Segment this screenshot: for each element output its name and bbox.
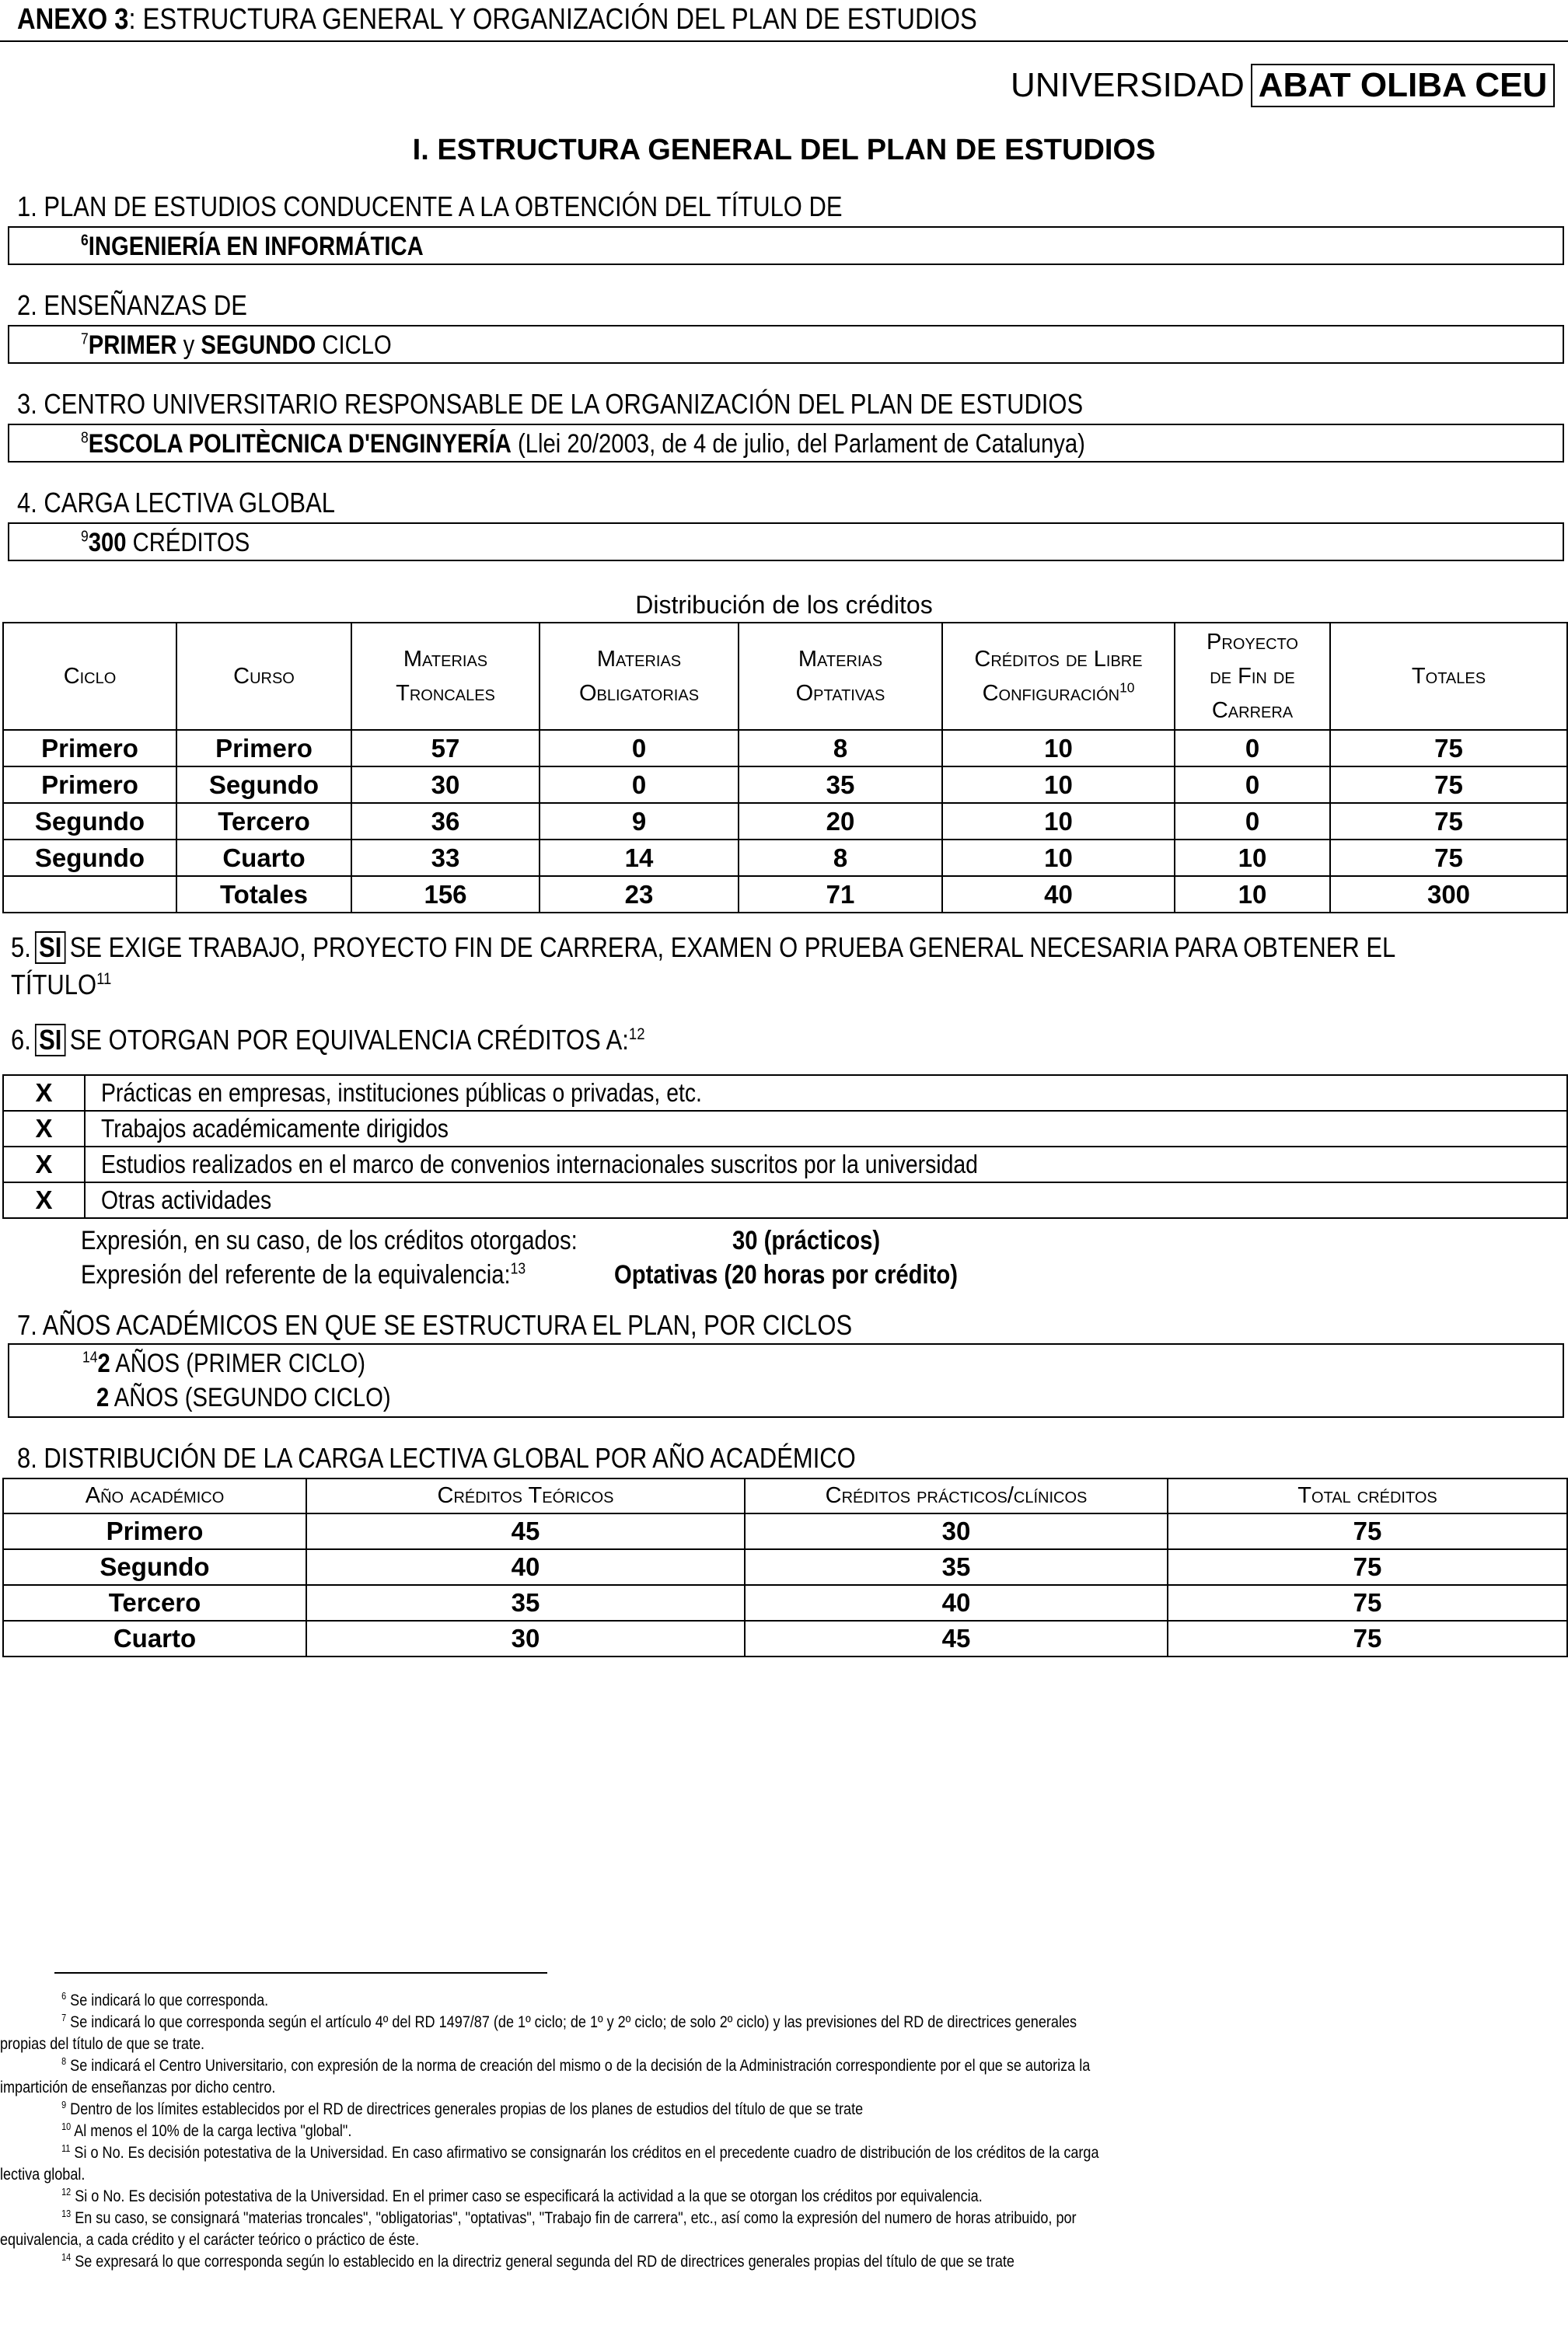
annual-cell: 40 bbox=[745, 1585, 1168, 1621]
credits-row bbox=[3, 803, 1567, 840]
s1-box bbox=[8, 226, 1564, 265]
credits-cell: 0 bbox=[540, 766, 739, 803]
s7-box bbox=[8, 1343, 1564, 1418]
header-troncales: Materias Troncales bbox=[351, 623, 540, 730]
credits-cell: Segundo bbox=[3, 840, 176, 876]
credits-cell: 71 bbox=[739, 876, 942, 913]
annual-cell: 45 bbox=[745, 1621, 1168, 1657]
s6-number: 6. bbox=[11, 1024, 31, 1056]
credits-cell: 10 bbox=[942, 840, 1175, 876]
s3-value: $^8$ESCOLA POLITÈCNICA D'ENGINYERÍA (Llei 20/2003, de 4 de julio, del Parlament de Catalunya) bbox=[81, 429, 1085, 459]
credits-cell: 0 bbox=[1175, 803, 1330, 840]
university-label: UNIVERSIDAD bbox=[1011, 66, 1245, 104]
equivalence-label: Estudios realizados en el marco de convenios internacionales suscritos por la universidad bbox=[85, 1147, 1567, 1182]
credits-cell: 20 bbox=[739, 803, 942, 840]
s6-expr2: Expresión del referente de la equivalencia:$^{13}$ bbox=[81, 1260, 526, 1290]
annex-header bbox=[17, 0, 977, 39]
s6-heading: 6. SI SE OTORGAN POR EQUIVALENCIA CRÉDITOS A:$^{12}$ bbox=[11, 1024, 645, 1056]
credits-cell: 40 bbox=[942, 876, 1175, 913]
credits-row bbox=[3, 840, 1567, 876]
credits-cell: 10 bbox=[942, 766, 1175, 803]
footnote: $^{10}$ Al menos el 10% de la carga lectiva "global". bbox=[61, 2121, 352, 2140]
equivalence-mark: X bbox=[3, 1147, 85, 1182]
footnote: $^7$ Se indicará lo que corresponda según el artículo 4º del RD 1497/87 (de 1º ciclo; de 1º y 2º ciclo; de solo 2º ciclo) y las previsiones del RD de directrices generales propias del título de que se trate. bbox=[0, 2013, 1077, 2053]
header-curso: Curso bbox=[176, 623, 351, 730]
footnote: $^8$ Se indicará el Centro Universitario, con expresión de la norma de creación del mismo o de la decisión de la Administración correspondiente por el que se autoriza la impartición de enseñanzas por dicho centro. bbox=[0, 2056, 1091, 2096]
credits-cell: 0 bbox=[540, 730, 739, 766]
footnote: $^{13}$ En su caso, se consignará "materias troncales", "obligatorias", "optativas", "Trabajo fin de carrera", etc., así como la expresión del numero de horas atribuido, por equivalencia, a cada crédito y el carácter teórico o práctico de éste. bbox=[0, 2208, 1077, 2249]
s3-heading: 3. CENTRO UNIVERSITARIO RESPONSABLE DE LA ORGANIZACIÓN DEL PLAN DE ESTUDIOS bbox=[17, 388, 1084, 420]
credits-cell: 14 bbox=[540, 840, 739, 876]
s4-box bbox=[8, 522, 1564, 561]
credits-cell: 10 bbox=[1175, 876, 1330, 913]
credits-row bbox=[3, 876, 1567, 913]
credits-cell: Segundo bbox=[176, 766, 351, 803]
annual-cell: 75 bbox=[1168, 1621, 1567, 1657]
equivalence-row bbox=[3, 1182, 1567, 1218]
annual-cell: Segundo bbox=[3, 1549, 306, 1585]
credits-cell: 75 bbox=[1330, 840, 1567, 876]
annual-row bbox=[3, 1621, 1567, 1657]
credits-cell: 0 bbox=[1175, 730, 1330, 766]
credits-cell: Primero bbox=[176, 730, 351, 766]
s7-line2: 2 AÑOS (SEGUNDO CICLO) bbox=[96, 1383, 391, 1412]
header-practicos: Créditos prácticos/clínicos bbox=[745, 1478, 1168, 1513]
credits-cell: 75 bbox=[1330, 803, 1567, 840]
annual-cell: 75 bbox=[1168, 1513, 1567, 1549]
credits-cell: 36 bbox=[351, 803, 540, 840]
expr1-label: Expresión, en su caso, de los créditos otorgados: bbox=[81, 1226, 578, 1255]
credits-cell: 8 bbox=[739, 840, 942, 876]
annual-row bbox=[3, 1549, 1567, 1585]
equivalence-label: Prácticas en empresas, instituciones públicas o privadas, etc. bbox=[85, 1075, 1567, 1111]
credits-cell: 156 bbox=[351, 876, 540, 913]
annual-row bbox=[3, 1513, 1567, 1549]
equivalence-row bbox=[3, 1075, 1567, 1111]
header-totales: Totales bbox=[1330, 623, 1567, 730]
credits-cell: Primero bbox=[3, 730, 176, 766]
annual-cell: 75 bbox=[1168, 1585, 1567, 1621]
s6-text: SE OTORGAN POR EQUIVALENCIA CRÉDITOS A: bbox=[69, 1024, 629, 1056]
footnote: $^{11}$ Si o No. Es decisión potestativa de la Universidad. En caso afirmativo se consignarán los créditos en el precedente cuadro de distribución de los créditos de la carga lectiva global. bbox=[0, 2143, 1099, 2184]
credits-cell: 75 bbox=[1330, 766, 1567, 803]
annual-cell: 45 bbox=[306, 1513, 745, 1549]
header-teoricos: Créditos Teóricos bbox=[306, 1478, 745, 1513]
s2-value: $^7$PRIMER y SEGUNDO CICLO bbox=[81, 330, 392, 360]
credits-cell: 10 bbox=[942, 803, 1175, 840]
equivalence-mark: X bbox=[3, 1111, 85, 1147]
s7-line1: $^{14}$2 AÑOS (PRIMER CICLO) bbox=[82, 1349, 365, 1378]
annual-cell: 75 bbox=[1168, 1549, 1567, 1585]
expr1-value: 30 (prácticos) bbox=[732, 1226, 881, 1255]
credits-cell bbox=[3, 876, 176, 913]
header-obligatorias: Materias Obligatorias bbox=[540, 623, 739, 730]
footnote: $^9$ Dentro de los límites establecidos por el RD de directrices generales propias de los planes de estudios del título de que se trate bbox=[61, 2100, 864, 2118]
s5-text: SE EXIGE TRABAJO, PROYECTO FIN DE CARRERA, EXAMEN O PRUEBA GENERAL NECESARIA PARA OBTENER EL bbox=[69, 931, 1396, 963]
annual-cell: 40 bbox=[306, 1549, 745, 1585]
credits-header-row bbox=[3, 623, 1567, 730]
footnote: $^6$ Se indicará lo que corresponda. bbox=[61, 1991, 269, 2009]
equivalence-label: Otras actividades bbox=[85, 1182, 1567, 1218]
credits-row bbox=[3, 766, 1567, 803]
s8-heading: 8. DISTRIBUCIÓN DE LA CARGA LECTIVA GLOBAL POR AÑO ACADÉMICO bbox=[17, 1442, 856, 1474]
s5-number: 5. bbox=[11, 931, 31, 963]
header-anio: Año académico bbox=[3, 1478, 306, 1513]
annual-cell: 30 bbox=[306, 1621, 745, 1657]
equivalence-row bbox=[3, 1147, 1567, 1182]
s7-heading: 7. AÑOS ACADÉMICOS EN QUE SE ESTRUCTURA EL PLAN, POR CICLOS bbox=[17, 1309, 853, 1341]
credits-cell: 35 bbox=[739, 766, 942, 803]
s1-value: $^6$INGENIERÍA EN INFORMÁTICA bbox=[81, 232, 424, 261]
annual-cell: 35 bbox=[745, 1549, 1168, 1585]
credits-row bbox=[3, 730, 1567, 766]
s6-expr1 bbox=[81, 1224, 578, 1258]
header-ciclo: Ciclo bbox=[3, 623, 176, 730]
section-title: I. ESTRUCTURA GENERAL DEL PLAN DE ESTUDIOS bbox=[412, 134, 1156, 166]
s5-line1 bbox=[11, 930, 1395, 965]
annual-cell: Primero bbox=[3, 1513, 306, 1549]
header-optativas: Materias Optativas bbox=[739, 623, 942, 730]
s4-value: $^9$300 CRÉDITOS bbox=[81, 528, 250, 557]
credits-caption: Distribución de los créditos bbox=[635, 591, 933, 619]
s6-flag: SI bbox=[35, 1024, 66, 1056]
s1-heading: 1. PLAN DE ESTUDIOS CONDUCENTE A LA OBTENCIÓN DEL TÍTULO DE bbox=[17, 190, 843, 222]
credits-cell: Primero bbox=[3, 766, 176, 803]
footnote: $^{12}$ Si o No. Es decisión potestativa de la Universidad. En el primer caso se especificará la actividad a la que se otorgan los créditos por equivalencia. bbox=[61, 2187, 983, 2205]
credits-table bbox=[2, 622, 1568, 913]
credits-cell: 33 bbox=[351, 840, 540, 876]
university-name: ABAT OLIBA CEU bbox=[1251, 64, 1556, 107]
credits-cell: 10 bbox=[1175, 840, 1330, 876]
annual-header-row bbox=[3, 1478, 1567, 1513]
credits-cell: Segundo bbox=[3, 803, 176, 840]
header-libre-configuracion: Créditos de Libre Configuración$^{10}$ bbox=[942, 623, 1175, 730]
credits-cell: 10 bbox=[942, 730, 1175, 766]
header-total: Total créditos bbox=[1168, 1478, 1567, 1513]
header-proyecto: Proyecto de Fin de Carrera bbox=[1175, 623, 1330, 730]
credits-cell: 75 bbox=[1330, 730, 1567, 766]
credits-cell: Cuarto bbox=[176, 840, 351, 876]
credits-cell: 57 bbox=[351, 730, 540, 766]
s4-heading: 4. CARGA LECTIVA GLOBAL bbox=[17, 487, 335, 518]
credits-cell: 300 bbox=[1330, 876, 1567, 913]
expr2-value: Optativas (20 horas por crédito) bbox=[614, 1260, 958, 1290]
header-rule bbox=[0, 40, 1568, 42]
s2-box bbox=[8, 325, 1564, 364]
annex-title: : ESTRUCTURA GENERAL Y ORGANIZACIÓN DEL PLAN DE ESTUDIOS bbox=[128, 3, 977, 36]
s5-line2: TÍTULO$^{11}$ bbox=[11, 969, 112, 1000]
annex-label: ANEXO 3 bbox=[17, 3, 129, 36]
credits-cell: 0 bbox=[1175, 766, 1330, 803]
annual-cell: 35 bbox=[306, 1585, 745, 1621]
university-line bbox=[1011, 64, 1547, 107]
credits-cell: 30 bbox=[351, 766, 540, 803]
equivalence-table bbox=[2, 1074, 1568, 1219]
equivalence-row bbox=[3, 1111, 1567, 1147]
s3-box bbox=[8, 424, 1564, 463]
annual-cell: Cuarto bbox=[3, 1621, 306, 1657]
expr2-label: Expresión del referente de la equivalencia: bbox=[81, 1260, 511, 1290]
credits-cell: 9 bbox=[540, 803, 739, 840]
equivalence-label: Trabajos académicamente dirigidos bbox=[85, 1111, 1567, 1147]
credits-cell: Totales bbox=[176, 876, 351, 913]
credits-cell: Tercero bbox=[176, 803, 351, 840]
equivalence-mark: X bbox=[3, 1182, 85, 1218]
annual-cell: Tercero bbox=[3, 1585, 306, 1621]
s2-heading: 2. ENSEÑANZAS DE bbox=[17, 289, 247, 321]
credits-cell: 23 bbox=[540, 876, 739, 913]
s5-flag: SI bbox=[35, 931, 66, 964]
annual-row bbox=[3, 1585, 1567, 1621]
annual-cell: 30 bbox=[745, 1513, 1168, 1549]
equivalence-mark: X bbox=[3, 1075, 85, 1111]
footnote: $^{14}$ Se expresará lo que corresponda según lo establecido en la directriz general segunda del RD de directrices generales propias del título de que se trate bbox=[61, 2252, 1014, 2271]
annual-load-table bbox=[2, 1478, 1568, 1657]
credits-cell: 8 bbox=[739, 730, 942, 766]
footnote-separator bbox=[54, 1972, 547, 1974]
